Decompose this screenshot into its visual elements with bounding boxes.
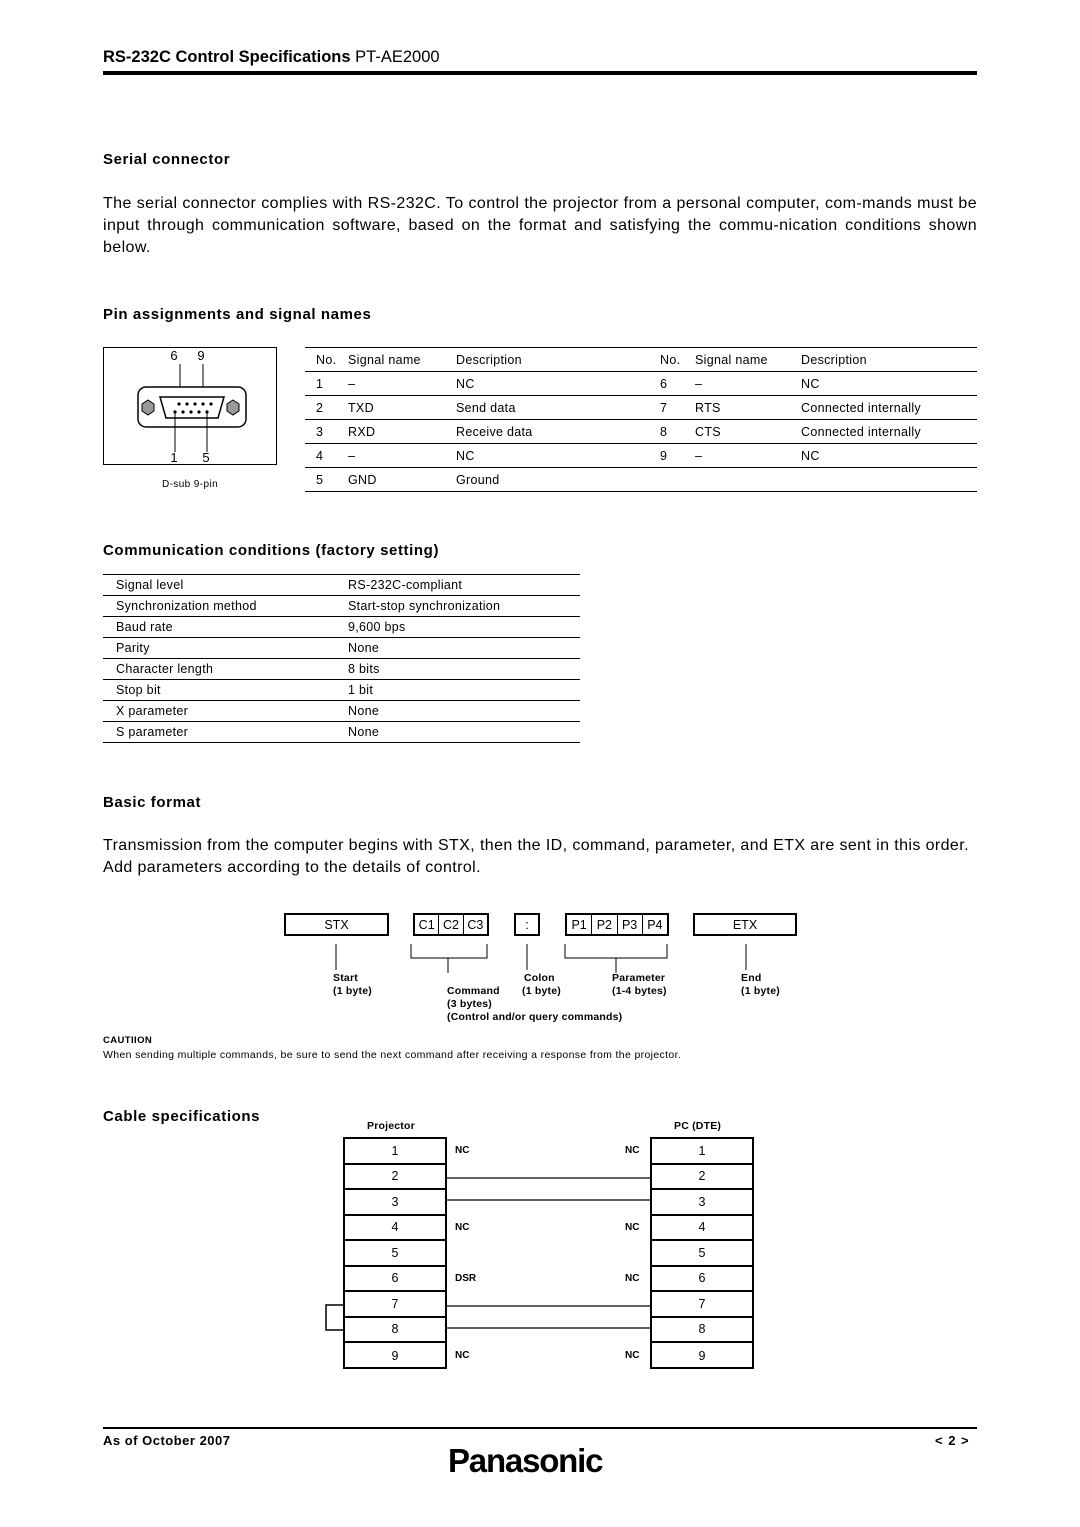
pin-cell: 5: [345, 1241, 445, 1267]
table-row: [305, 396, 977, 420]
pin-table: [305, 347, 977, 492]
pin-cell: 5: [652, 1241, 752, 1267]
cell: 1: [305, 372, 348, 396]
label-line: (3 bytes): [447, 998, 492, 1010]
param-cell: P3: [617, 915, 642, 934]
etx-box: [693, 913, 797, 936]
col-desc-2: Description: [801, 348, 977, 372]
cell: NC: [801, 444, 977, 468]
nc-left-4: NC: [455, 1222, 470, 1233]
connector-caption: D-sub 9-pin: [161, 479, 219, 490]
cell: S parameter: [103, 722, 335, 743]
table-row: [103, 575, 580, 596]
basic-paragraph: Transmission from the computer begins with STX, then the ID, command, parameter, and ETX are sent in this order. Add parameters according to the details of control.: [103, 837, 969, 876]
label-line: Parameter: [612, 972, 666, 984]
nc-right-9: NC: [625, 1350, 640, 1361]
table-row: [103, 638, 580, 659]
cell: Baud rate: [103, 617, 335, 638]
title-bold: RS-232C Control Specifications: [103, 48, 351, 66]
page-title: [103, 48, 440, 67]
cell: 2: [305, 396, 348, 420]
cell: 9,600 bps: [335, 617, 580, 638]
cable-heading: Cable specifications: [103, 1108, 261, 1125]
col-signal-2: Signal name: [695, 348, 801, 372]
cmd-cell: C2: [438, 915, 462, 934]
colon-box: [514, 913, 540, 936]
nc-right-4: NC: [625, 1222, 640, 1233]
table-row: [103, 659, 580, 680]
cell: RTS: [695, 396, 801, 420]
table-row: [103, 701, 580, 722]
pin-cell: 6: [345, 1267, 445, 1293]
pin-table-header: [305, 348, 977, 372]
nc-left-9: NC: [455, 1350, 470, 1361]
stx-label: STX: [324, 917, 349, 932]
cell: CTS: [695, 420, 801, 444]
caution-heading: CAUTIION: [103, 1035, 153, 1046]
cell: None: [335, 722, 580, 743]
cell: [801, 468, 977, 492]
connector-label-6: 6: [170, 348, 178, 363]
caution-text: When sending multiple commands, be sure to send the next command after receiving a response from the projector.: [103, 1049, 682, 1061]
cell: 8 bits: [335, 659, 580, 680]
cell: NC: [456, 444, 660, 468]
cell: GND: [348, 468, 456, 492]
stx-box: [284, 913, 389, 936]
colon-cell: :: [525, 917, 529, 932]
panasonic-logo: Panasonic: [448, 1442, 603, 1479]
label-line: (1 byte): [333, 985, 372, 997]
pins-heading: Pin assignments and signal names: [103, 306, 372, 323]
cell: Send data: [456, 396, 660, 420]
parameter-label: [612, 972, 667, 998]
col-no-2: No.: [660, 348, 695, 372]
format-connectors: [280, 940, 810, 975]
pin-cell: 9: [391, 1348, 399, 1363]
pin-cell: 2: [345, 1165, 445, 1191]
cell: TXD: [348, 396, 456, 420]
label-line: (1 byte): [741, 985, 780, 997]
table-row: [305, 420, 977, 444]
cell: –: [348, 444, 456, 468]
cell: 7: [660, 396, 695, 420]
pin-cell: 8: [652, 1318, 752, 1344]
pin-cell: 3: [345, 1190, 445, 1216]
cell: NC: [456, 372, 660, 396]
label-line: Command: [447, 985, 500, 997]
parameter-box: [565, 913, 669, 936]
cell: Receive data: [456, 420, 660, 444]
pin-cell: 7: [345, 1292, 445, 1318]
col-signal: Signal name: [348, 348, 456, 372]
projector-label: Projector: [367, 1120, 415, 1132]
cell: Signal level: [103, 575, 335, 596]
connector-diagram: [103, 347, 277, 465]
pin-cell: 7: [652, 1292, 752, 1318]
table-row: [305, 444, 977, 468]
label-line: End: [741, 972, 762, 984]
colon-label: [522, 972, 561, 998]
comm-table: [103, 574, 580, 743]
pin-cell: 3: [652, 1190, 752, 1216]
cell: RXD: [348, 420, 456, 444]
cell: [695, 468, 801, 492]
cell: Connected internally: [801, 396, 977, 420]
cell: Connected internally: [801, 420, 977, 444]
cell: Ground: [456, 468, 660, 492]
header-rule: [103, 71, 977, 75]
pin-cell: 2: [652, 1165, 752, 1191]
page-number: < 2 >: [935, 1433, 970, 1448]
pc-pins: [650, 1137, 754, 1369]
cell: 1 bit: [335, 680, 580, 701]
label-line: Colon: [524, 972, 555, 984]
cell: 6: [660, 372, 695, 396]
cmd-cell: C3: [463, 915, 487, 934]
end-label: [741, 972, 780, 998]
cell: –: [695, 444, 801, 468]
cmd-cell: C1: [418, 917, 435, 932]
cell: 4: [305, 444, 348, 468]
cell: RS-232C-compliant: [335, 575, 580, 596]
dsr-left-6: DSR: [455, 1273, 477, 1284]
cell: None: [335, 701, 580, 722]
cell: 8: [660, 420, 695, 444]
basic-heading: Basic format: [103, 794, 202, 811]
pin-cell: 4: [345, 1216, 445, 1242]
pin-cell: 6: [652, 1267, 752, 1293]
comm-heading: Communication conditions (factory setting): [103, 542, 440, 559]
label-line: (1 byte): [522, 985, 561, 997]
nc-left-1: NC: [455, 1145, 470, 1156]
etx-label: ETX: [732, 917, 758, 932]
nc-right-6: NC: [625, 1273, 640, 1284]
label-line: (1-4 bytes): [612, 985, 667, 997]
command-box: [413, 913, 489, 936]
pin-cell: 1: [345, 1139, 445, 1165]
loopback-7-8: [326, 1305, 343, 1330]
pin-cell: 8: [345, 1318, 445, 1344]
table-row: [103, 722, 580, 743]
connector-label-1: 1: [170, 450, 178, 464]
cell: X parameter: [103, 701, 335, 722]
cell: –: [348, 372, 456, 396]
pin-cell: 1: [652, 1139, 752, 1165]
cell: None: [335, 638, 580, 659]
connector-label-5: 5: [202, 450, 210, 464]
param-cell: P4: [642, 915, 667, 934]
start-label: [333, 972, 372, 998]
cell: Character length: [103, 659, 335, 680]
connector-label-9: 9: [197, 348, 205, 363]
title-model: PT-AE2000: [355, 48, 440, 66]
cell: Synchronization method: [103, 596, 335, 617]
cell: Stop bit: [103, 680, 335, 701]
cell: Parity: [103, 638, 335, 659]
serial-heading: Serial connector: [103, 151, 231, 168]
cell: [660, 468, 695, 492]
cell: NC: [801, 372, 977, 396]
serial-paragraph: [103, 193, 977, 259]
cell: 9: [660, 444, 695, 468]
cell: 3: [305, 420, 348, 444]
col-no: No.: [305, 348, 348, 372]
label-line: (Control and/or query commands): [447, 1011, 623, 1023]
param-cell: P2: [591, 915, 616, 934]
cell: Start-stop synchronization: [335, 596, 580, 617]
table-row: [305, 468, 977, 492]
table-row: [103, 617, 580, 638]
pc-label: PC (DTE): [674, 1120, 722, 1132]
col-desc: Description: [456, 348, 660, 372]
table-row: [103, 680, 580, 701]
cell: 5: [305, 468, 348, 492]
table-row: [305, 372, 977, 396]
nc-right-1: NC: [625, 1145, 640, 1156]
serial-paragraph-text: The serial connector complies with RS-232C. To control the projector from a personal computer, com-mands must be input through communication software, based on the format and satisfying the commu-nication conditions shown below.: [103, 195, 977, 256]
cable-wiring: [320, 1137, 660, 1369]
param-cell: P1: [571, 917, 587, 932]
dsub-connector-icon: [104, 348, 276, 464]
footer-rule: [103, 1427, 977, 1429]
footer-date: As of October 2007: [103, 1433, 231, 1448]
table-row: [103, 596, 580, 617]
pin-cell: 4: [652, 1216, 752, 1242]
pin-cell: 9: [698, 1348, 706, 1363]
cell: –: [695, 372, 801, 396]
label-line: Start: [333, 972, 358, 984]
